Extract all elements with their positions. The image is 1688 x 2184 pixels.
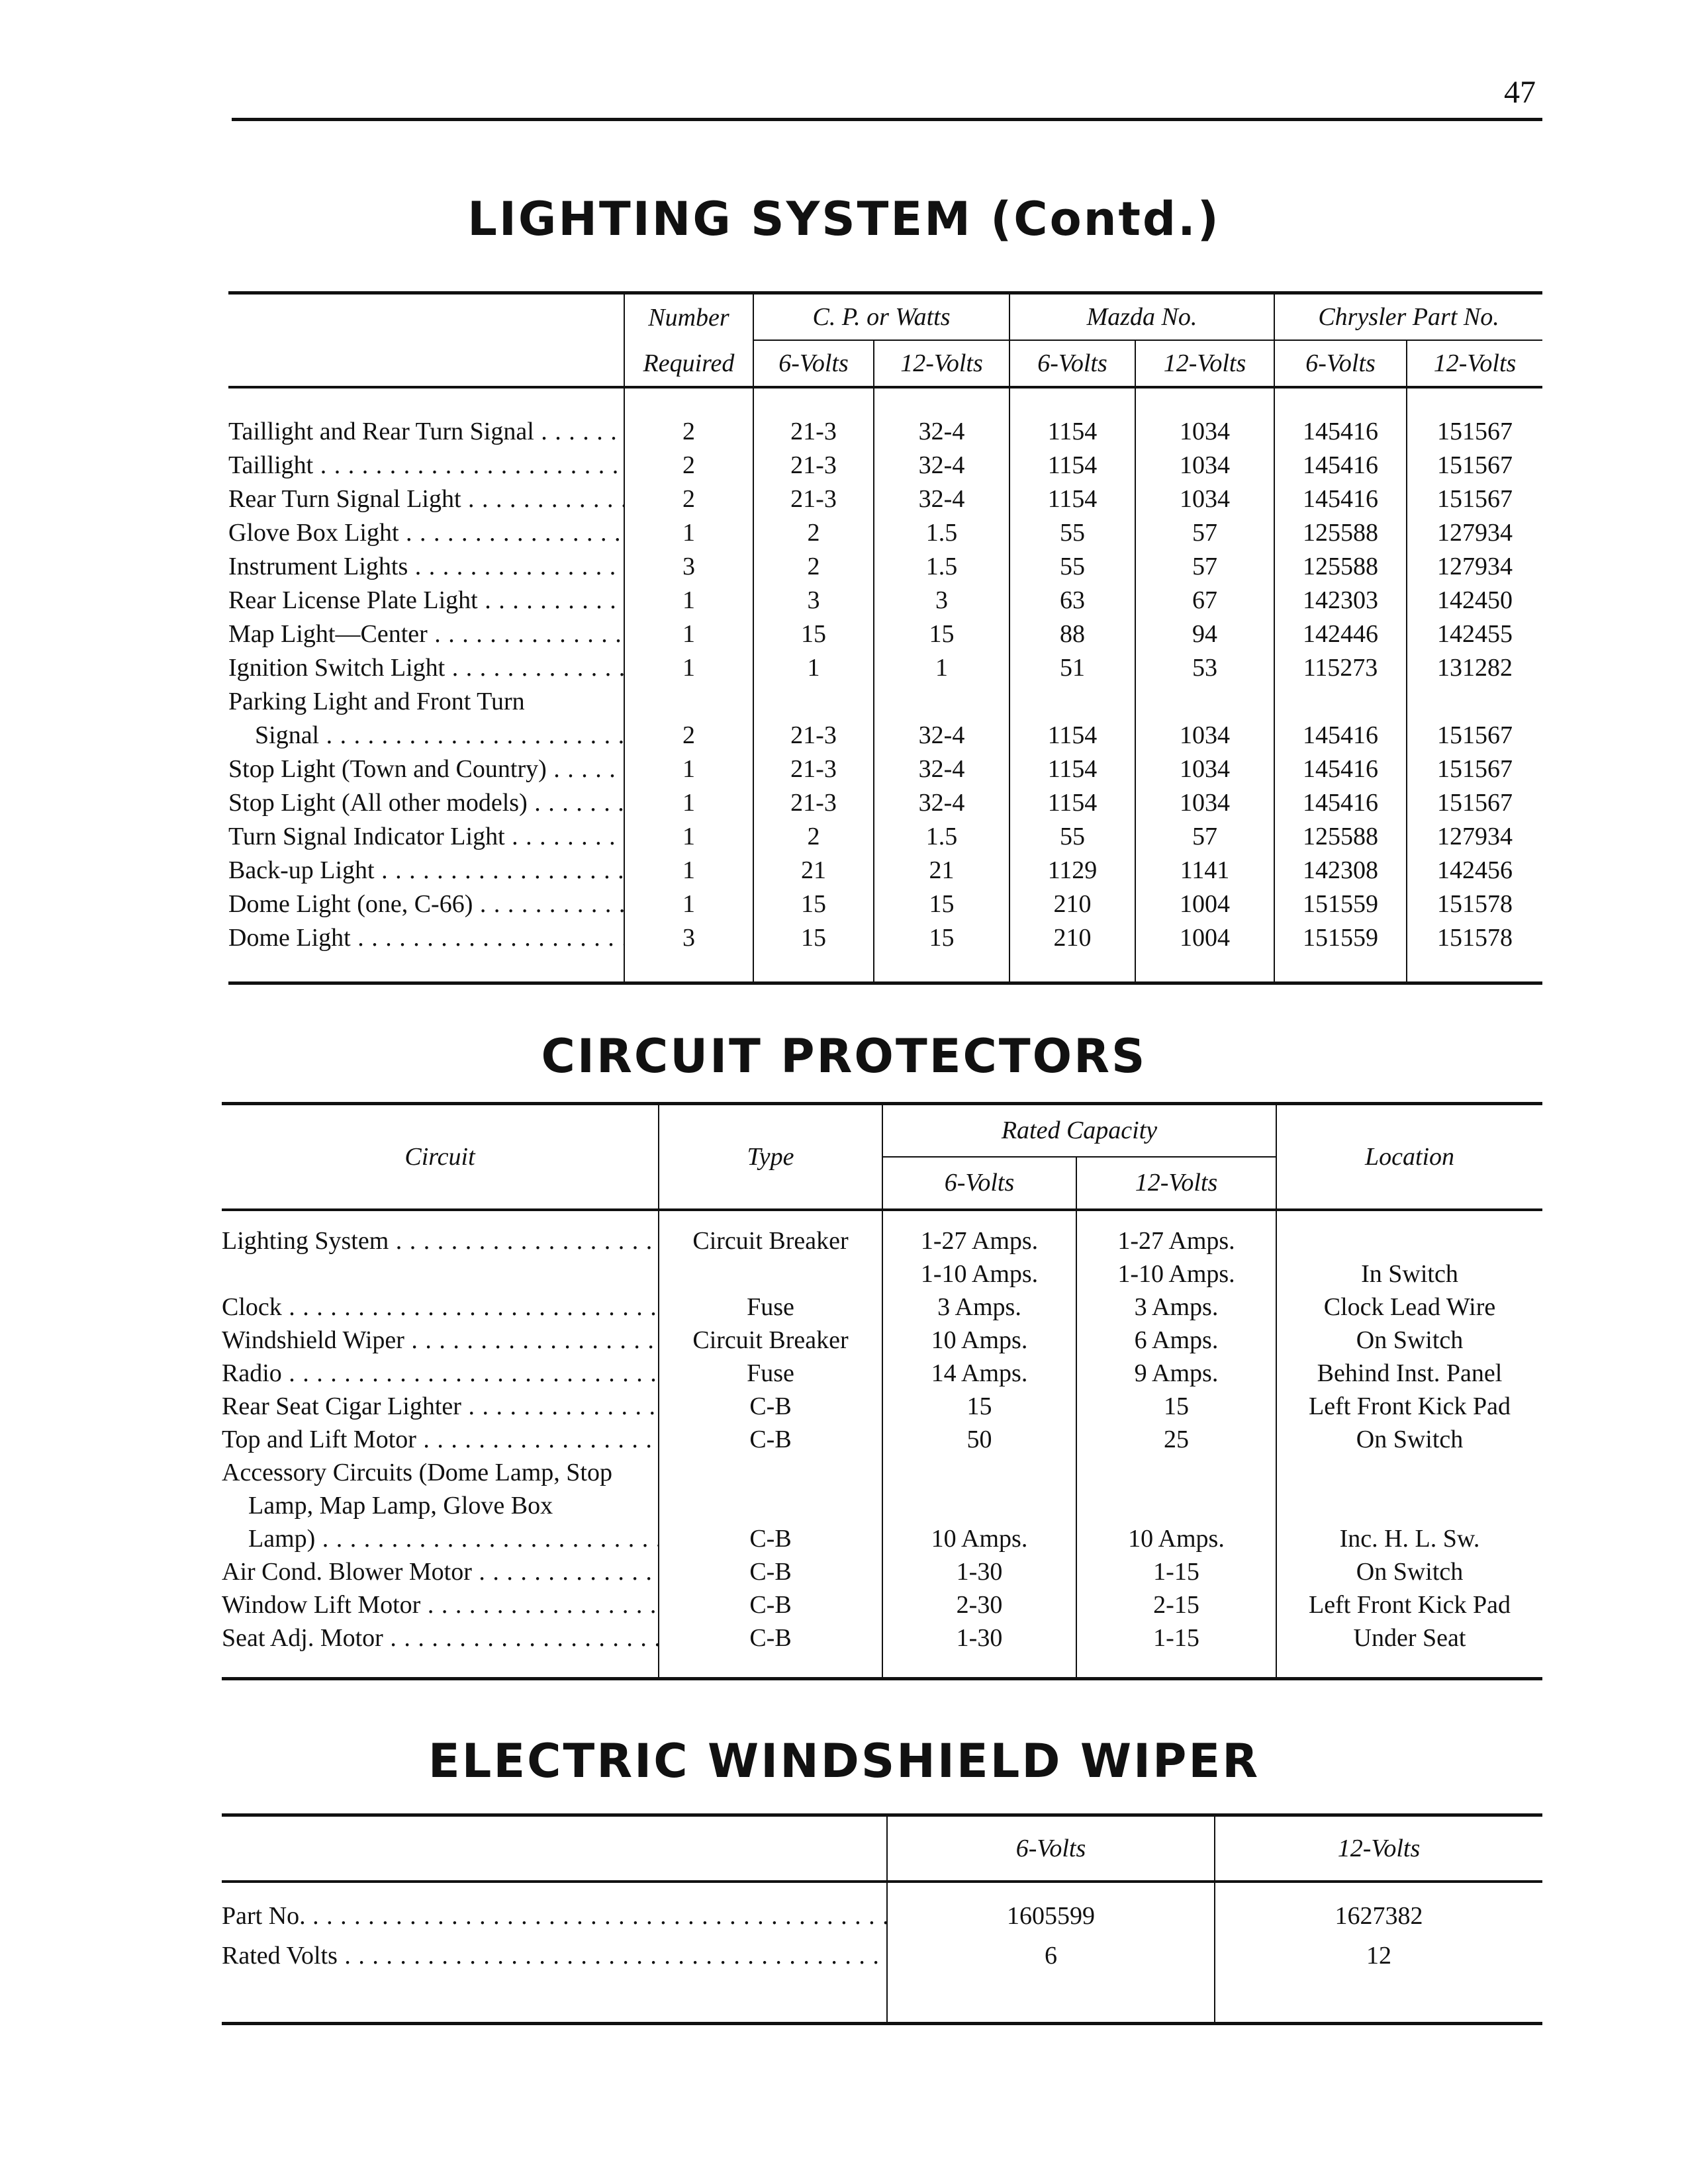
mazda-12v: 1141 xyxy=(1135,854,1274,887)
cp-6v: 3 xyxy=(753,584,874,617)
row-label: Taillight . . . xyxy=(228,449,624,482)
row-label: Signal . . . xyxy=(228,719,624,752)
rated-12v: 10 Amps. xyxy=(1076,1522,1276,1555)
cp-12v: 21 xyxy=(874,854,1009,887)
mazda-12v xyxy=(1135,685,1274,719)
cp-6v: 21-3 xyxy=(753,752,874,786)
circuit-type: Circuit Breaker xyxy=(659,1324,882,1357)
mazda-12v: 1004 xyxy=(1135,921,1274,955)
mazda-6v: 63 xyxy=(1009,584,1135,617)
cp-6v: 2 xyxy=(753,550,874,584)
lighting-system-table xyxy=(228,291,1542,985)
row-label: Turn Signal Indicator Light . . . xyxy=(228,820,624,854)
location xyxy=(1276,1456,1542,1489)
location: Left Front Kick Pad xyxy=(1276,1588,1542,1621)
header-chrysler-12v: 12-Volts xyxy=(1407,340,1542,387)
header-wiper-12v: 12-Volts xyxy=(1215,1815,1542,1882)
circuit-type: C-B xyxy=(659,1588,882,1621)
rated-12v: 3 Amps. xyxy=(1076,1291,1276,1324)
mazda-12v: 1034 xyxy=(1135,752,1274,786)
chrysler-12v xyxy=(1407,685,1542,719)
mazda-6v: 210 xyxy=(1009,921,1135,955)
row-label: Radio . . . xyxy=(222,1357,659,1390)
circuit-type: Fuse xyxy=(659,1291,882,1324)
mazda-6v: 88 xyxy=(1009,617,1135,651)
row-label: Clock . . . xyxy=(222,1291,659,1324)
location: Clock Lead Wire xyxy=(1276,1291,1542,1324)
header-rated-6v: 6-Volts xyxy=(882,1157,1076,1210)
rated-6v: 2-30 xyxy=(882,1588,1076,1621)
mazda-6v: 1154 xyxy=(1009,415,1135,449)
chrysler-6v: 151559 xyxy=(1274,887,1407,921)
number-required: 2 xyxy=(624,449,753,482)
cp-6v: 21-3 xyxy=(753,719,874,752)
header-required: Required xyxy=(624,340,753,387)
wiper-6v: 1605599 xyxy=(887,1896,1215,1936)
row-label: Air Cond. Blower Motor . . . xyxy=(222,1555,659,1588)
table-row xyxy=(228,482,1542,516)
mazda-6v: 51 xyxy=(1009,651,1135,685)
row-label: Rated Volts . . . xyxy=(222,1936,887,1976)
wiper-12v: 1627382 xyxy=(1215,1896,1542,1936)
rated-6v: 1-30 xyxy=(882,1621,1076,1655)
header-circuit: Circuit xyxy=(222,1104,659,1210)
mazda-6v: 55 xyxy=(1009,820,1135,854)
row-label: Rear License Plate Light . . . xyxy=(228,584,624,617)
rated-6v: 1-30 xyxy=(882,1555,1076,1588)
mazda-6v: 1154 xyxy=(1009,752,1135,786)
location: On Switch xyxy=(1276,1555,1542,1588)
rated-12v: 1-15 xyxy=(1076,1621,1276,1655)
top-rule xyxy=(232,118,1542,121)
cp-6v: 21-3 xyxy=(753,415,874,449)
chrysler-6v: 145416 xyxy=(1274,752,1407,786)
header-mazda-6v: 6-Volts xyxy=(1009,340,1135,387)
cp-6v: 15 xyxy=(753,921,874,955)
number-required: 2 xyxy=(624,719,753,752)
number-required xyxy=(624,685,753,719)
table-row xyxy=(228,415,1542,449)
header-mazda-12v: 12-Volts xyxy=(1135,340,1274,387)
header-location: Location xyxy=(1276,1104,1542,1210)
chrysler-6v: 151559 xyxy=(1274,921,1407,955)
header-rated-capacity: Rated Capacity xyxy=(882,1104,1276,1157)
chrysler-6v: 125588 xyxy=(1274,820,1407,854)
cp-6v: 1 xyxy=(753,651,874,685)
rated-12v: 1-15 xyxy=(1076,1555,1276,1588)
mazda-6v: 55 xyxy=(1009,516,1135,550)
row-label xyxy=(222,1257,659,1291)
number-required: 2 xyxy=(624,415,753,449)
chrysler-12v: 142450 xyxy=(1407,584,1542,617)
row-label: Dome Light (one, C-66) . . . xyxy=(228,887,624,921)
table-row xyxy=(222,1324,1542,1357)
circuit-type: C-B xyxy=(659,1390,882,1423)
cp-6v: 15 xyxy=(753,617,874,651)
page-number: 47 xyxy=(1504,75,1536,110)
table-row xyxy=(228,887,1542,921)
mazda-6v: 1154 xyxy=(1009,786,1135,820)
chrysler-12v: 142456 xyxy=(1407,854,1542,887)
cp-6v: 21-3 xyxy=(753,786,874,820)
mazda-12v: 57 xyxy=(1135,516,1274,550)
mazda-6v: 1154 xyxy=(1009,449,1135,482)
chrysler-12v: 127934 xyxy=(1407,516,1542,550)
chrysler-12v: 151567 xyxy=(1407,752,1542,786)
number-required: 2 xyxy=(624,482,753,516)
circuit-protectors-title: CIRCUIT PROTECTORS xyxy=(541,1029,1147,1083)
header-rated-12v: 12-Volts xyxy=(1076,1157,1276,1210)
table-row xyxy=(228,921,1542,955)
header-type: Type xyxy=(659,1104,882,1210)
row-label: Ignition Switch Light . . . xyxy=(228,651,624,685)
mazda-12v: 1034 xyxy=(1135,415,1274,449)
mazda-12v: 1004 xyxy=(1135,887,1274,921)
mazda-12v: 57 xyxy=(1135,820,1274,854)
table-row xyxy=(222,1423,1542,1456)
table-row xyxy=(222,1357,1542,1390)
chrysler-6v: 125588 xyxy=(1274,516,1407,550)
header-number: Number xyxy=(624,293,753,341)
table-row xyxy=(222,1588,1542,1621)
chrysler-12v: 151567 xyxy=(1407,415,1542,449)
cp-12v: 32-4 xyxy=(874,719,1009,752)
cp-12v: 15 xyxy=(874,617,1009,651)
rated-12v: 6 Amps. xyxy=(1076,1324,1276,1357)
row-label: Lighting System . . . xyxy=(222,1224,659,1257)
chrysler-6v: 145416 xyxy=(1274,415,1407,449)
location: Under Seat xyxy=(1276,1621,1542,1655)
rated-6v xyxy=(882,1456,1076,1489)
table-row xyxy=(228,786,1542,820)
cp-12v: 15 xyxy=(874,887,1009,921)
row-label: Stop Light (Town and Country) . . . xyxy=(228,752,624,786)
number-required: 1 xyxy=(624,651,753,685)
row-label: Map Light—Center . . . xyxy=(228,617,624,651)
row-label: Instrument Lights . . . xyxy=(228,550,624,584)
table-row xyxy=(222,1555,1542,1588)
chrysler-12v: 142455 xyxy=(1407,617,1542,651)
table-row xyxy=(222,1291,1542,1324)
table-row xyxy=(222,1621,1542,1655)
circuit-type: Fuse xyxy=(659,1357,882,1390)
row-label: Seat Adj. Motor . . . xyxy=(222,1621,659,1655)
row-label: Accessory Circuits (Dome Lamp, Stop xyxy=(222,1458,612,1486)
rated-12v xyxy=(1076,1489,1276,1522)
location: Inc. H. L. Sw. xyxy=(1276,1522,1542,1555)
table-row xyxy=(228,685,1542,719)
chrysler-12v: 131282 xyxy=(1407,651,1542,685)
row-label: Rear Turn Signal Light . . . xyxy=(228,482,624,516)
rated-6v: 14 Amps. xyxy=(882,1357,1076,1390)
cp-12v xyxy=(874,685,1009,719)
header-mazda: Mazda No. xyxy=(1009,293,1274,341)
table-row xyxy=(228,820,1542,854)
rated-12v: 9 Amps. xyxy=(1076,1357,1276,1390)
table-row xyxy=(228,854,1542,887)
table-row xyxy=(228,752,1542,786)
table-row xyxy=(228,449,1542,482)
chrysler-12v: 151578 xyxy=(1407,921,1542,955)
table-row xyxy=(222,1522,1542,1555)
windshield-wiper-title: ELECTRIC WINDSHIELD WIPER xyxy=(428,1734,1260,1788)
mazda-6v: 1154 xyxy=(1009,719,1135,752)
cp-6v xyxy=(753,685,874,719)
number-required: 3 xyxy=(624,550,753,584)
table-row xyxy=(222,1896,1542,1936)
header-cp-watts: C. P. or Watts xyxy=(753,293,1009,341)
cp-12v: 32-4 xyxy=(874,482,1009,516)
chrysler-12v: 151567 xyxy=(1407,786,1542,820)
row-label: Back-up Light . . . xyxy=(228,854,624,887)
circuit-type: C-B xyxy=(659,1621,882,1655)
header-cp-6v: 6-Volts xyxy=(753,340,874,387)
row-label: Glove Box Light . . . xyxy=(228,516,624,550)
rated-6v: 1-10 Amps. xyxy=(882,1257,1076,1291)
cp-12v: 32-4 xyxy=(874,752,1009,786)
mazda-12v: 1034 xyxy=(1135,786,1274,820)
cp-6v: 21-3 xyxy=(753,449,874,482)
chrysler-12v: 127934 xyxy=(1407,820,1542,854)
table-row xyxy=(228,584,1542,617)
table-row xyxy=(222,1936,1542,1976)
row-label: Part No. . . . xyxy=(222,1896,887,1936)
table-row xyxy=(222,1456,1542,1489)
cp-12v: 32-4 xyxy=(874,786,1009,820)
cp-6v: 21 xyxy=(753,854,874,887)
row-label: Stop Light (All other models) . . . xyxy=(228,786,624,820)
mazda-6v xyxy=(1009,685,1135,719)
circuit-protectors-table xyxy=(222,1102,1542,1680)
rated-12v: 1-27 Amps. xyxy=(1076,1224,1276,1257)
cp-12v: 1.5 xyxy=(874,516,1009,550)
row-label: Taillight and Rear Turn Signal . . . xyxy=(228,415,624,449)
row-label: Parking Light and Front Turn xyxy=(228,688,525,715)
circuit-type: C-B xyxy=(659,1522,882,1555)
mazda-6v: 1129 xyxy=(1009,854,1135,887)
rated-6v: 10 Amps. xyxy=(882,1522,1076,1555)
row-label: Lamp, Map Lamp, Glove Box xyxy=(248,1491,553,1520)
location: In Switch xyxy=(1276,1257,1542,1291)
number-required: 1 xyxy=(624,617,753,651)
header-chrysler-6v: 6-Volts xyxy=(1274,340,1407,387)
chrysler-12v: 151578 xyxy=(1407,887,1542,921)
rated-12v: 1-10 Amps. xyxy=(1076,1257,1276,1291)
location: On Switch xyxy=(1276,1324,1542,1357)
circuit-type: C-B xyxy=(659,1555,882,1588)
chrysler-6v: 142446 xyxy=(1274,617,1407,651)
rated-6v: 10 Amps. xyxy=(882,1324,1076,1357)
mazda-12v: 94 xyxy=(1135,617,1274,651)
row-label: Dome Light . . . xyxy=(228,921,624,955)
number-required: 1 xyxy=(624,516,753,550)
rated-12v: 15 xyxy=(1076,1390,1276,1423)
cp-12v: 15 xyxy=(874,921,1009,955)
chrysler-12v: 151567 xyxy=(1407,719,1542,752)
table-row xyxy=(228,550,1542,584)
number-required: 1 xyxy=(624,584,753,617)
wiper-12v: 12 xyxy=(1215,1936,1542,1976)
number-required: 3 xyxy=(624,921,753,955)
number-required: 1 xyxy=(624,820,753,854)
mazda-6v: 55 xyxy=(1009,550,1135,584)
table-row xyxy=(222,1257,1542,1291)
cp-12v: 1.5 xyxy=(874,820,1009,854)
number-required: 1 xyxy=(624,752,753,786)
circuit-type: Circuit Breaker xyxy=(659,1224,882,1257)
table-row xyxy=(222,1390,1542,1423)
chrysler-6v: 145416 xyxy=(1274,786,1407,820)
rated-6v: 1-27 Amps. xyxy=(882,1224,1076,1257)
mazda-12v: 1034 xyxy=(1135,449,1274,482)
rated-6v xyxy=(882,1489,1076,1522)
chrysler-6v: 145416 xyxy=(1274,482,1407,516)
location xyxy=(1276,1489,1542,1522)
chrysler-6v: 145416 xyxy=(1274,449,1407,482)
chrysler-12v: 127934 xyxy=(1407,550,1542,584)
mazda-12v: 57 xyxy=(1135,550,1274,584)
row-label: Top and Lift Motor . . . xyxy=(222,1423,659,1456)
rated-6v: 15 xyxy=(882,1390,1076,1423)
number-required: 1 xyxy=(624,786,753,820)
cp-12v: 32-4 xyxy=(874,449,1009,482)
cp-12v: 32-4 xyxy=(874,415,1009,449)
row-label: Rear Seat Cigar Lighter . . . xyxy=(222,1390,659,1423)
table-row xyxy=(222,1224,1542,1257)
mazda-6v: 1154 xyxy=(1009,482,1135,516)
cp-6v: 15 xyxy=(753,887,874,921)
cp-12v: 3 xyxy=(874,584,1009,617)
cp-6v: 2 xyxy=(753,516,874,550)
rated-6v: 3 Amps. xyxy=(882,1291,1076,1324)
mazda-6v: 210 xyxy=(1009,887,1135,921)
chrysler-6v: 115273 xyxy=(1274,651,1407,685)
location: On Switch xyxy=(1276,1423,1542,1456)
location xyxy=(1276,1224,1542,1257)
location: Left Front Kick Pad xyxy=(1276,1390,1542,1423)
row-label: Windshield Wiper . . . xyxy=(222,1324,659,1357)
circuit-type: C-B xyxy=(659,1423,882,1456)
chrysler-6v xyxy=(1274,685,1407,719)
header-cp-12v: 12-Volts xyxy=(874,340,1009,387)
table-row xyxy=(222,1489,1542,1522)
rated-12v: 2-15 xyxy=(1076,1588,1276,1621)
cp-12v: 1 xyxy=(874,651,1009,685)
cp-12v: 1.5 xyxy=(874,550,1009,584)
cp-6v: 21-3 xyxy=(753,482,874,516)
chrysler-12v: 151567 xyxy=(1407,482,1542,516)
table-row xyxy=(228,516,1542,550)
windshield-wiper-table xyxy=(222,1813,1542,2025)
row-label: Lamp) . . . xyxy=(222,1522,659,1555)
mazda-12v: 53 xyxy=(1135,651,1274,685)
chrysler-6v: 142303 xyxy=(1274,584,1407,617)
number-required: 1 xyxy=(624,854,753,887)
number-required: 1 xyxy=(624,887,753,921)
table-row xyxy=(228,719,1542,752)
header-wiper-6v: 6-Volts xyxy=(887,1815,1215,1882)
circuit-type xyxy=(659,1257,882,1291)
chrysler-12v: 151567 xyxy=(1407,449,1542,482)
cp-6v: 2 xyxy=(753,820,874,854)
circuit-type xyxy=(659,1456,882,1489)
mazda-12v: 1034 xyxy=(1135,719,1274,752)
rated-6v: 50 xyxy=(882,1423,1076,1456)
lighting-system-title: LIGHTING SYSTEM (Contd.) xyxy=(467,192,1221,246)
location: Behind Inst. Panel xyxy=(1276,1357,1542,1390)
row-label: Window Lift Motor . . . xyxy=(222,1588,659,1621)
rated-12v: 25 xyxy=(1076,1423,1276,1456)
chrysler-6v: 125588 xyxy=(1274,550,1407,584)
mazda-12v: 67 xyxy=(1135,584,1274,617)
circuit-type xyxy=(659,1489,882,1522)
header-chrysler: Chrysler Part No. xyxy=(1274,293,1542,341)
table-row xyxy=(228,651,1542,685)
wiper-6v: 6 xyxy=(887,1936,1215,1976)
rated-12v xyxy=(1076,1456,1276,1489)
mazda-12v: 1034 xyxy=(1135,482,1274,516)
table-row xyxy=(228,617,1542,651)
chrysler-6v: 145416 xyxy=(1274,719,1407,752)
chrysler-6v: 142308 xyxy=(1274,854,1407,887)
